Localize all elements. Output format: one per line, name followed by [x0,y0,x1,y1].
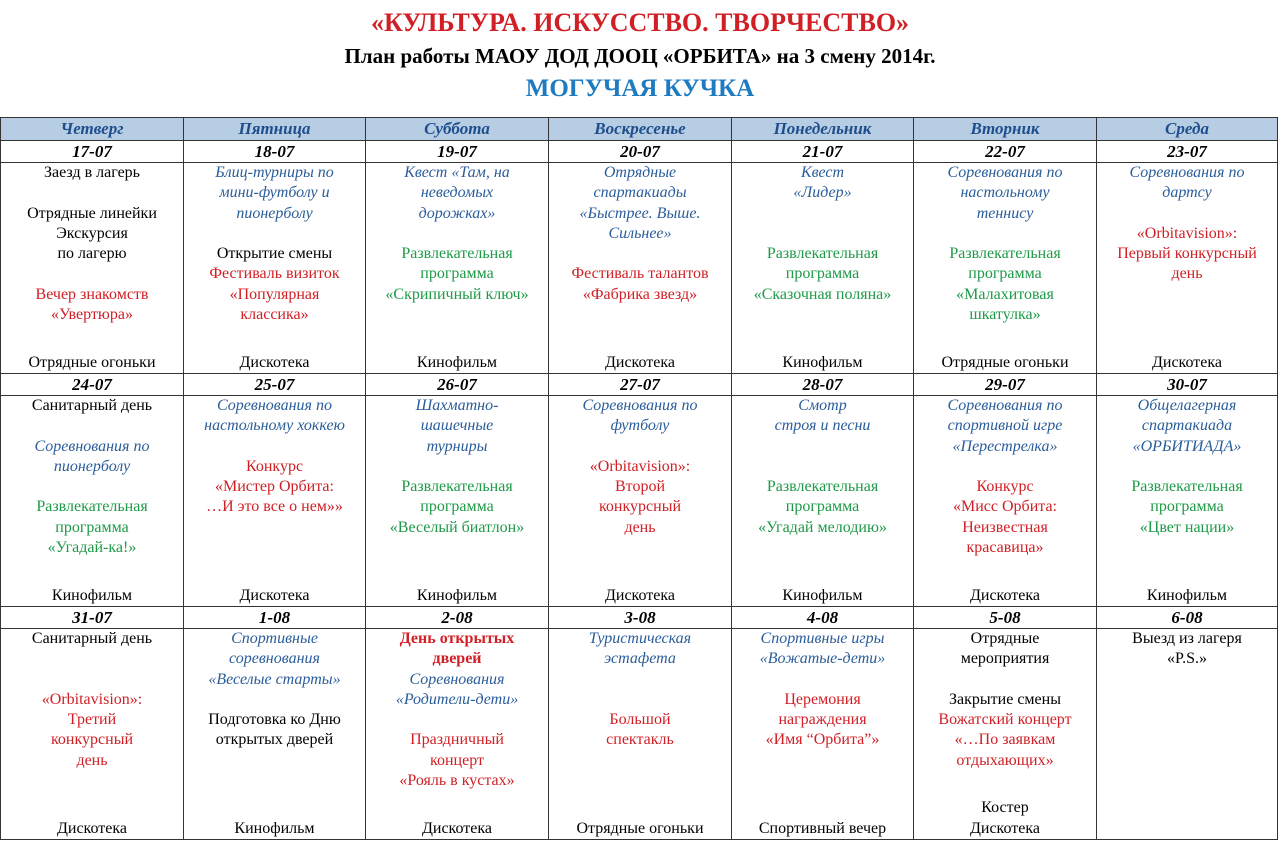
event-line: Соревнования по [34,437,150,455]
date-row [1,374,1278,396]
evening-events [184,586,365,606]
event-line [549,244,731,264]
event-line: «Увертюра» [51,306,133,324]
day-events-cell [366,629,549,840]
evening-event-line: Кинофильм [1146,586,1228,604]
date-cell: 31-07 [1,607,184,629]
event-line: …И это все о нем»» [206,498,343,516]
event-line: Соревнования по [947,164,1063,181]
event-line [732,457,913,477]
event-list [184,396,365,606]
weekday-header: Пятница [184,118,366,141]
day-events-cell [366,396,549,607]
day-events-cell [1097,629,1278,840]
evening-events [549,586,731,606]
event-line: Первый конкурсный [1117,245,1257,263]
date-cell: 28-07 [732,374,914,396]
date-cell: 18-07 [184,141,366,163]
event-list [549,396,731,606]
event-line: «P.S.» [1166,650,1208,668]
event-line: по лагерю [57,245,127,263]
weekday-header: Четверг [1,118,184,141]
date-cell: 20-07 [549,141,732,163]
evening-event-line: Кинофильм [234,819,315,837]
event-line: мероприятия [960,650,1050,668]
event-line: Фестиваль визиток [209,265,340,283]
evening-events [914,798,1096,839]
event-line: Конкурс [976,478,1034,496]
event-line: Открытие смены [216,245,333,263]
event-line: «…По заявкам [954,731,1056,749]
events-row [1,163,1278,374]
event-line: Вечер знакомств [35,285,149,303]
event-line: «Угадай-ка!» [47,539,137,557]
event-line: программа [785,498,860,516]
event-list [549,629,731,839]
event-line [1,264,183,284]
event-line: шашечные [420,417,494,435]
event-line: пионерболу [236,204,313,222]
evening-events [366,819,548,839]
event-line: Подготовка ко Дню [208,711,341,729]
unit-name: МОГУЧАЯ КУЧКА [525,75,755,102]
event-line: красавица» [966,539,1044,557]
event-line [366,457,548,477]
event-line [184,224,365,244]
evening-event-line: Кинофильм [416,353,498,371]
event-line: «ОРБИТИАДА» [1132,437,1242,455]
page-title: «КУЛЬТУРА. ИСКУССТВО. ТВОРЧЕСТВО» [370,8,910,37]
weekday-header: Понедельник [732,118,914,141]
date-cell: 5-08 [914,607,1097,629]
day-events-cell [184,163,366,374]
day-events-cell [549,396,732,607]
evening-event-line: Дискотека [969,586,1041,604]
evening-events [914,586,1096,606]
event-line: Соревнования [409,670,505,688]
event-line: Развлекательная [36,498,148,516]
event-line [914,670,1096,690]
event-line: турниры [426,437,488,455]
event-line: настольному хоккею [204,417,345,435]
event-line [366,224,548,244]
event-line: «Orbitavision»: [589,457,691,475]
event-line: программа [420,498,494,516]
event-line: Развлекательная [401,478,513,496]
date-row [1,141,1278,163]
event-line [1,183,183,203]
date-cell: 1-08 [184,607,366,629]
evening-events [549,353,731,373]
date-cell: 24-07 [1,374,184,396]
evening-event-line: Дискотека [239,353,310,371]
event-line: Праздничный [410,731,504,749]
event-line: программа [785,265,860,283]
day-events-cell [366,163,549,374]
date-cell: 4-08 [732,607,914,629]
day-events-cell [732,396,914,607]
event-list [732,629,913,839]
date-cell: 25-07 [184,374,366,396]
event-line: «Фабрика звезд» [582,285,698,303]
event-line: футболу [610,417,670,435]
day-events-cell [549,629,732,840]
evening-event-line: Дискотека [56,819,128,837]
evening-event-line: Костер [981,799,1029,817]
event-line [732,224,913,244]
event-list [366,396,548,606]
event-line: дверей [432,650,482,668]
event-line: «Лидер» [793,184,852,202]
event-list [732,396,913,606]
event-line: Блиц-турниры по [215,164,334,181]
event-line: «Рояль в кустах» [399,772,515,790]
event-line: Заезд в лагерь [44,164,140,181]
event-line [1097,204,1277,224]
event-line: «Угадай мелодию» [758,518,887,536]
day-events-cell [914,396,1097,607]
weekday-header: Среда [1097,118,1278,141]
event-line [1,670,183,690]
event-line: Отрядные [970,630,1040,647]
event-line: Соревнования по [1129,164,1245,181]
event-line [366,710,548,730]
event-line [549,690,731,710]
evening-events [732,586,913,606]
event-line: Фестиваль талантов [571,265,709,283]
event-line: Отрядные линейки [27,204,157,222]
event-line: программа [1150,498,1224,516]
event-line: дорожках» [418,204,496,222]
event-line: классика» [240,306,309,324]
event-line: программа [420,265,494,283]
date-cell: 30-07 [1097,374,1278,396]
schedule-table [0,117,1278,840]
event-line: Соревнования по [947,397,1063,414]
date-cell: 21-07 [732,141,914,163]
day-events-cell [1,163,184,374]
event-line [1097,457,1277,477]
event-list [366,163,548,373]
evening-events [1097,586,1277,606]
day-events-cell [1,396,184,607]
event-line: Сильнее» [608,224,672,242]
evening-event-line: Кинофильм [51,586,133,604]
day-events-cell [549,163,732,374]
event-line: Закрытие смены [949,690,1061,708]
date-cell: 23-07 [1097,141,1278,163]
evening-event-line: Дискотека [604,353,676,371]
evening-event-line: Дискотека [969,819,1041,837]
day-events-cell [732,629,914,840]
event-line [732,437,913,457]
event-line: пионерболу [53,457,131,475]
date-cell: 22-07 [914,141,1097,163]
event-list [1097,396,1277,606]
date-cell: 6-08 [1097,607,1278,629]
date-cell: 26-07 [366,374,549,396]
event-line [914,457,1096,477]
evening-event-line: Отрядные огоньки [576,819,704,837]
event-line: спартакиада [1141,417,1233,435]
event-line: спартакиады [593,184,687,202]
date-cell: 17-07 [1,141,184,163]
evening-events [732,353,913,373]
event-line [1,477,183,497]
event-line [549,670,731,690]
evening-event-line: Спортивный вечер [758,819,887,837]
event-list [914,629,1096,839]
day-events-cell [184,629,366,840]
event-line: программа [55,518,129,536]
event-line: «Веселые старты» [208,670,341,688]
weekday-header-row [1,118,1278,141]
event-line: Смотр [798,397,847,414]
evening-events [1,586,183,606]
event-line: Спортивные игры [760,630,885,647]
event-line: награждения [778,711,867,729]
weekday-header: Суббота [366,118,549,141]
event-list [1,163,183,373]
date-row [1,607,1278,629]
event-line: «Orbitavision»: [1136,224,1238,242]
event-line [549,437,731,457]
event-list [366,629,548,839]
evening-events [366,353,548,373]
event-list [1,629,183,839]
event-line: День открытых [399,630,515,647]
event-line: «Родители-дети» [395,690,519,708]
evening-events [549,819,731,839]
evening-events [732,819,913,839]
event-line: Развлекательная [1131,478,1243,496]
event-list [914,396,1096,606]
page-subtitle: План работы МАОУ ДОД ДООЦ «ОРБИТА» на 3 смену 2014г. [344,44,936,68]
event-line: «Веселый биатлон» [389,518,525,536]
event-line: «Популярная [229,285,320,303]
event-line: день [1171,265,1203,283]
event-line: Выезд из лагеря [1132,630,1242,647]
evening-event-line: Кинофильм [782,353,863,371]
event-line: конкурсный [50,731,134,749]
evening-events [366,586,548,606]
event-line: неведомых [420,184,494,202]
event-line: конкурсный [598,498,682,516]
event-line: Квест «Там, на [404,164,510,181]
day-events-cell [732,163,914,374]
event-line: «Сказочная поляна» [753,285,892,303]
event-line: открытых дверей [215,731,334,749]
event-line [1,416,183,436]
event-line: Туристическая [588,630,692,647]
event-line: «Перестрелка» [952,437,1058,455]
evening-event-line: Дискотека [1151,353,1223,371]
event-line: Развлекательная [949,245,1061,263]
evening-events [184,353,365,373]
event-line: «Цвет нации» [1139,518,1235,536]
event-line: Вожатский концерт [938,711,1072,729]
event-line: мини-футболу и [219,184,330,202]
evening-event-line: Отрядные огоньки [941,353,1069,371]
events-row [1,396,1278,607]
event-line: Санитарный день [31,397,153,414]
day-events-cell [914,629,1097,840]
day-events-cell [1097,163,1278,374]
event-line: Конкурс [245,457,304,475]
day-events-cell [1,629,184,840]
event-line: «Вожатые-дети» [759,650,886,668]
event-line: Развлекательная [766,245,879,263]
event-list [732,163,913,373]
weekday-header: Вторник [914,118,1097,141]
event-line: Спортивные [231,630,318,647]
event-line: Соревнования по [582,397,698,414]
date-cell: 3-08 [549,607,732,629]
event-line [732,204,913,224]
event-line: день [624,518,656,536]
event-list [1097,163,1277,373]
event-line: настольному [960,184,1050,202]
evening-event-line: Дискотека [604,586,676,604]
event-list [1097,629,1277,839]
evening-event-line: Кинофильм [416,586,498,604]
event-list [184,629,365,839]
date-cell: 2-08 [366,607,549,629]
event-line: Квест [800,164,845,181]
event-line: Шахматно- [415,397,499,414]
evening-events [184,819,365,839]
date-cell: 29-07 [914,374,1097,396]
evening-event-line: Дискотека [239,586,310,604]
evening-event-line: Отрядные огоньки [28,353,156,371]
event-list [184,163,365,373]
date-cell: 27-07 [549,374,732,396]
evening-events [1,353,183,373]
event-line: Развлекательная [401,245,513,263]
event-line: «Малахитовая [956,285,1054,303]
event-line: программа [968,265,1042,283]
event-line: дартсу [1162,184,1212,202]
event-line: Развлекательная [766,478,879,496]
event-line: Большой [609,711,671,729]
event-line [184,690,365,710]
event-line: спортивной игре [947,417,1063,435]
event-line: теннису [976,204,1034,222]
event-line: соревнования [229,650,320,668]
event-line: «Быстрее. Выше. [579,204,701,222]
event-line: «Имя “Орбита”» [765,731,880,749]
event-line [914,224,1096,244]
evening-event-line: Кинофильм [782,586,863,604]
event-line: «Скрипичный ключ» [385,285,529,303]
evening-events [1097,353,1277,373]
event-line: Второй [614,478,665,496]
event-line: «Orbitavision»: [41,690,143,708]
event-line: Третий [67,711,117,729]
event-line: Экскурсия [56,224,128,242]
day-events-cell [184,396,366,607]
events-row [1,629,1278,840]
event-line: Санитарный день [31,630,153,647]
event-list [1,396,183,606]
evening-events [1,819,183,839]
event-list [549,163,731,373]
event-line: Неизвестная [962,518,1048,536]
date-cell: 19-07 [366,141,549,163]
event-line: отдыхающих» [956,751,1054,769]
event-line: шкатулка» [969,306,1041,324]
day-events-cell [914,163,1097,374]
event-line: «Мистер Орбита: [215,478,334,496]
event-line [732,670,913,690]
event-line: строя и песни [774,417,871,435]
event-line [1,649,183,669]
event-line: день [76,751,108,769]
event-line: Отрядные [603,164,677,181]
event-line: Общелагерная [1137,397,1237,414]
evening-event-line: Дискотека [421,819,493,837]
event-line: эстафета [604,650,676,668]
event-line [184,437,365,457]
event-line: «Мисс Орбита: [953,498,1057,516]
event-list [914,163,1096,373]
event-line: концерт [430,751,484,769]
event-line: спектакль [606,731,674,749]
evening-events [914,353,1096,373]
event-line: Соревнования по [217,397,332,414]
day-events-cell [1097,396,1278,607]
weekday-header: Воскресенье [549,118,732,141]
event-line: Церемония [784,690,861,708]
